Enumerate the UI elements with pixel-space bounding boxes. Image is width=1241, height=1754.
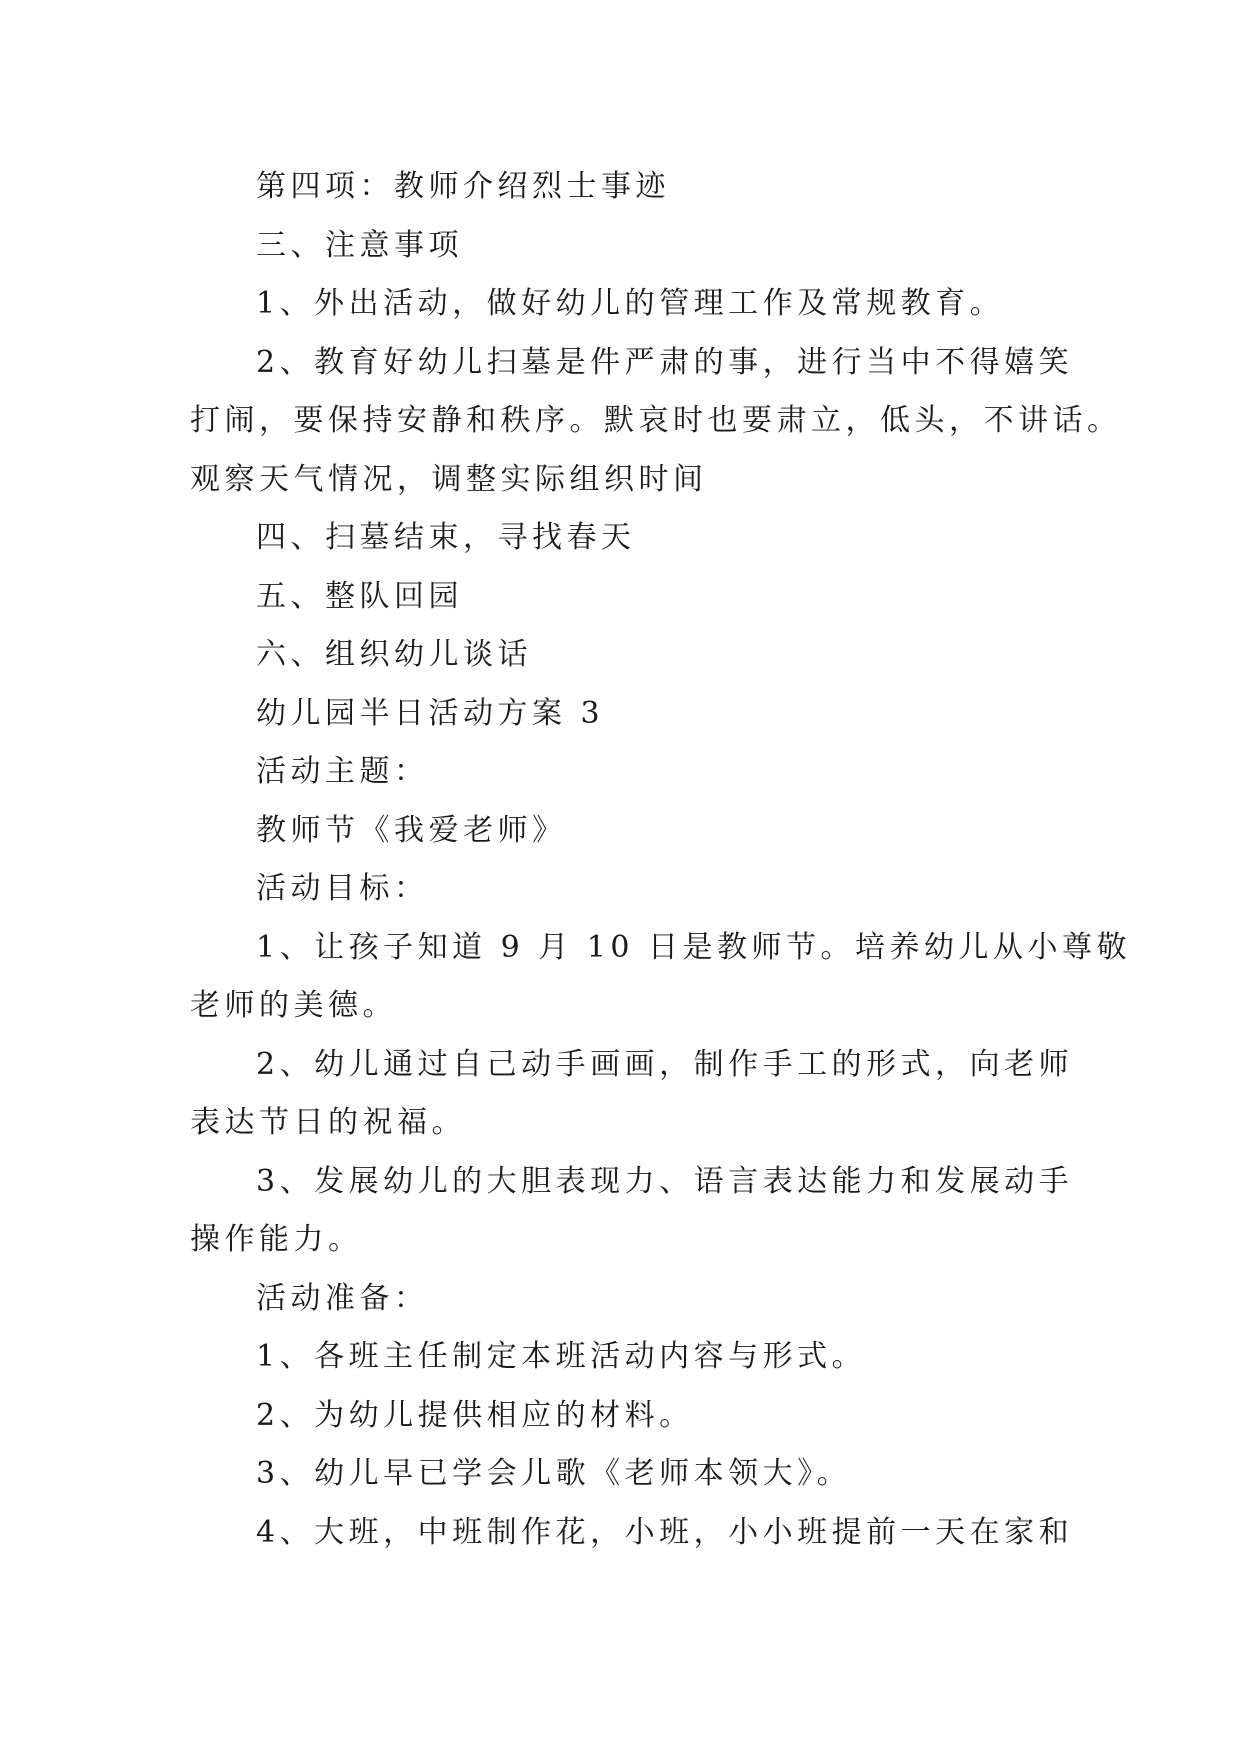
text-line: 2、幼儿通过自己动手画画，制作手工的形式，向老师 [256,1046,1074,1082]
section-heading: 三、注意事项 [256,227,463,263]
text-line: 2、为幼儿提供相应的材料。 [256,1397,694,1433]
text-line: 4、大班，中班制作花，小班，小小班提前一天在家和 [256,1514,1074,1550]
text-line: 教师节《我爱老师》 [256,812,567,848]
section-heading: 活动目标： [256,871,429,906]
text-line: 操作能力。 [190,1222,363,1257]
section-heading: 活动准备： [256,1280,429,1316]
text-line: 打闹，要保持安静和秩序。默哀时也要肃立，低头，不讲话。 [190,403,1122,438]
text-line: 2、教育好幼儿扫墓是件严肃的事，进行当中不得嬉笑 [256,344,1074,380]
section-heading: 六、组织幼儿谈话 [256,637,532,672]
text-line: 3、发展幼儿的大胆表现力、语言表达能力和发展动手 [256,1163,1074,1199]
text-line: 观察天气情况，调整实际组织时间 [190,461,708,497]
section-heading: 五、整队回园 [256,578,463,614]
text-line: 1、外出活动，做好幼儿的管理工作及常规教育。 [256,286,1005,321]
document-title: 幼儿园半日活动方案 3 [256,695,605,731]
text-line: 表达节日的祝福。 [190,1105,466,1140]
section-heading: 活动主题： [256,754,429,789]
text-line: 第四项：教师介绍烈士事迹 [256,169,670,204]
section-heading: 四、扫墓结束，寻找春天 [256,520,636,555]
document-page [190,158,1131,1562]
text-line: 1、各班主任制定本班活动内容与形式。 [256,1339,867,1374]
text-line: 1、让孩子知道 9 月 10 日是教师节。培养幼儿从小尊敬 [256,929,1131,965]
text-line: 3、幼儿早已学会儿歌《老师本领大》。 [256,1456,852,1491]
text-line: 老师的美德。 [190,988,397,1023]
